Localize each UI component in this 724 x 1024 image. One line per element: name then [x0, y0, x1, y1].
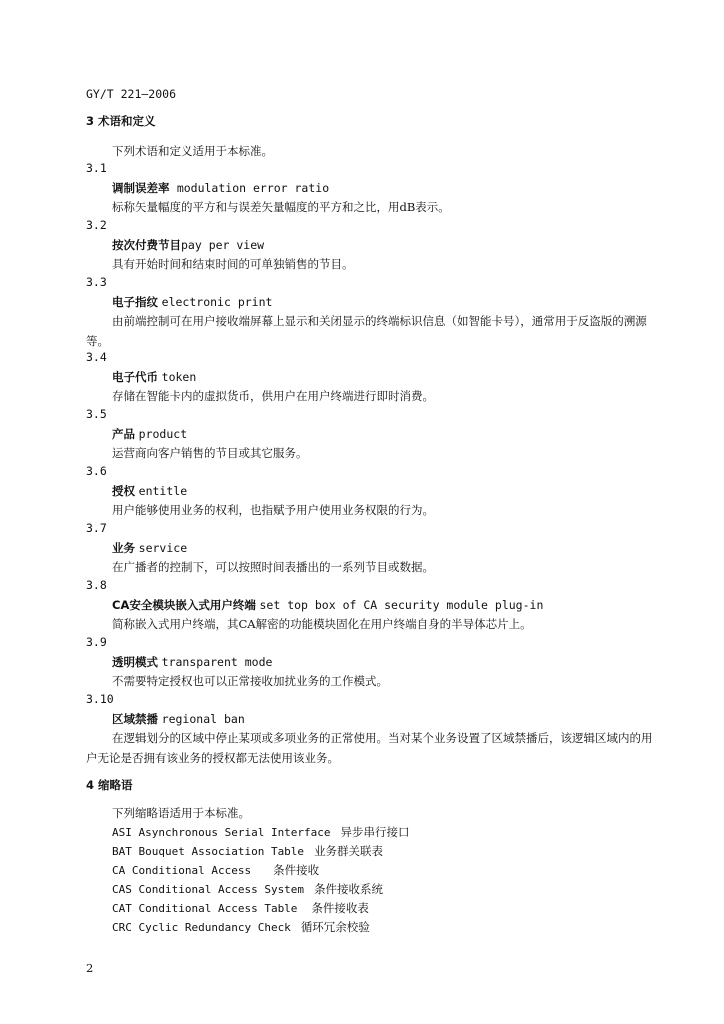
abbreviation-entry: [112, 824, 410, 840]
term-en: set top box of CA security module plug-in: [259, 598, 544, 612]
term-definition: 在逻辑划分的区域中停止某项或多项业务的正常使用。当对某个业务设置了区域禁播后，该逻辑区域内的用户无论是否拥有该业务的授权都无法使用该业务。: [86, 731, 653, 765]
term-definition: 存储在智能卡内的虚拟货币，供用户在用户终端进行即时消费。: [112, 389, 434, 403]
section-3-intro: 下列术语和定义适用于本标准。: [112, 144, 273, 158]
term-title: [112, 180, 329, 196]
term-title: [112, 237, 264, 253]
term-title: [112, 483, 187, 499]
term-number: 3.10: [86, 692, 114, 706]
abbreviation-cn: 条件接收表: [311, 901, 369, 915]
section-3-heading: 3 术语和定义: [86, 114, 156, 128]
abbreviation-en: CAS Conditional Access System: [112, 883, 305, 896]
abbreviation-en: BAT Bouquet Association Table: [112, 845, 305, 858]
term-title: [112, 540, 187, 556]
term-definition: 具有开始时间和结束时间的可单独销售的节目。: [112, 257, 354, 271]
term-cn: 电子代币: [112, 370, 158, 384]
term-cn: CA安全模块嵌入式用户终端: [112, 598, 256, 612]
abbreviation-cn: 循环冗余校验: [300, 920, 370, 934]
abbreviation-cn: 条件接收系统: [314, 882, 384, 896]
abbreviation-en: CRC Cyclic Redundancy Check: [112, 921, 291, 934]
term-en: modulation error ratio: [176, 181, 330, 195]
term-cn: 区域禁播: [112, 712, 158, 726]
section-4-heading: 4 缩略语: [86, 778, 133, 792]
term-definition: 由前端控制可在用户接收端屏幕上显示和关闭显示的终端标识信息（如智能卡号），通常用于反盗版的溯源等。: [86, 314, 647, 348]
term-en: regional ban: [161, 712, 245, 726]
abbreviation-en: CAT Conditional Access Table: [112, 902, 298, 915]
term-number: 3.9: [86, 635, 107, 649]
abbreviation-entry: [112, 881, 383, 897]
term-definition: 不需要特定授权也可以正常接收加扰业务的工作模式。: [112, 674, 388, 688]
term-definition: 简称嵌入式用户终端，其CA解密的功能模块固化在用户终端自身的半导体芯片上。: [112, 617, 532, 631]
abbreviation-entry: [112, 843, 383, 859]
term-definition: 用户能够使用业务的权利，也指赋予用户使用业务权限的行为。: [112, 503, 434, 517]
abbreviation-en: ASI Asynchronous Serial Interface: [112, 826, 331, 839]
term-cn: 调制误差率: [112, 181, 170, 195]
page-number: 2: [86, 961, 94, 975]
term-definition: 在广播者的控制下，可以按照时间表播出的一系列节目或数据。: [112, 560, 434, 574]
term-en: electronic print: [161, 295, 273, 309]
term-cn: 授权: [112, 484, 135, 498]
term-cn: 产品: [112, 427, 135, 441]
term-number: 3.3: [86, 275, 107, 289]
standard-code: GY/T 221—2006: [86, 87, 177, 101]
abbreviation-cn: 条件接收: [273, 863, 320, 877]
term-en: entitle: [138, 484, 188, 498]
abbreviation-cn: 异步串行接口: [340, 825, 410, 839]
abbreviation-entry: [112, 900, 369, 916]
term-title: [112, 294, 272, 310]
term-en: transparent mode: [161, 655, 273, 669]
abbreviation-entry: [112, 919, 370, 935]
abbreviation-cn: 业务群关联表: [314, 844, 384, 858]
term-title: [112, 426, 187, 442]
term-en: product: [138, 427, 188, 441]
term-en: pay per view: [181, 238, 265, 252]
abbreviation-entry: [112, 862, 319, 878]
abbreviation-en: CA Conditional Access: [112, 864, 252, 877]
term-number: 3.5: [86, 407, 107, 421]
term-number: 3.1: [86, 161, 107, 175]
term-cn: 透明模式: [112, 655, 158, 669]
term-definition: 标称矢量幅度的平方和与误差矢量幅度的平方和之比，用dB表示。: [112, 200, 450, 214]
section-4-intro: 下列缩略语适用于本标准。: [112, 806, 250, 820]
term-title: [112, 369, 196, 385]
term-number: 3.8: [86, 578, 107, 592]
term-title: [112, 597, 543, 613]
term-en: token: [161, 370, 197, 384]
term-title: [112, 711, 245, 727]
term-cn: 电子指纹: [112, 295, 158, 309]
term-cn: 按次付费节目: [112, 238, 181, 252]
term-title: [112, 654, 272, 670]
term-number: 3.4: [86, 350, 107, 364]
term-cn: 业务: [112, 541, 135, 555]
term-definition: 运营商向客户销售的节目或其它服务。: [112, 446, 308, 460]
term-en: service: [138, 541, 188, 555]
term-number: 3.7: [86, 521, 107, 535]
term-number: 3.6: [86, 464, 107, 478]
term-number: 3.2: [86, 218, 107, 232]
